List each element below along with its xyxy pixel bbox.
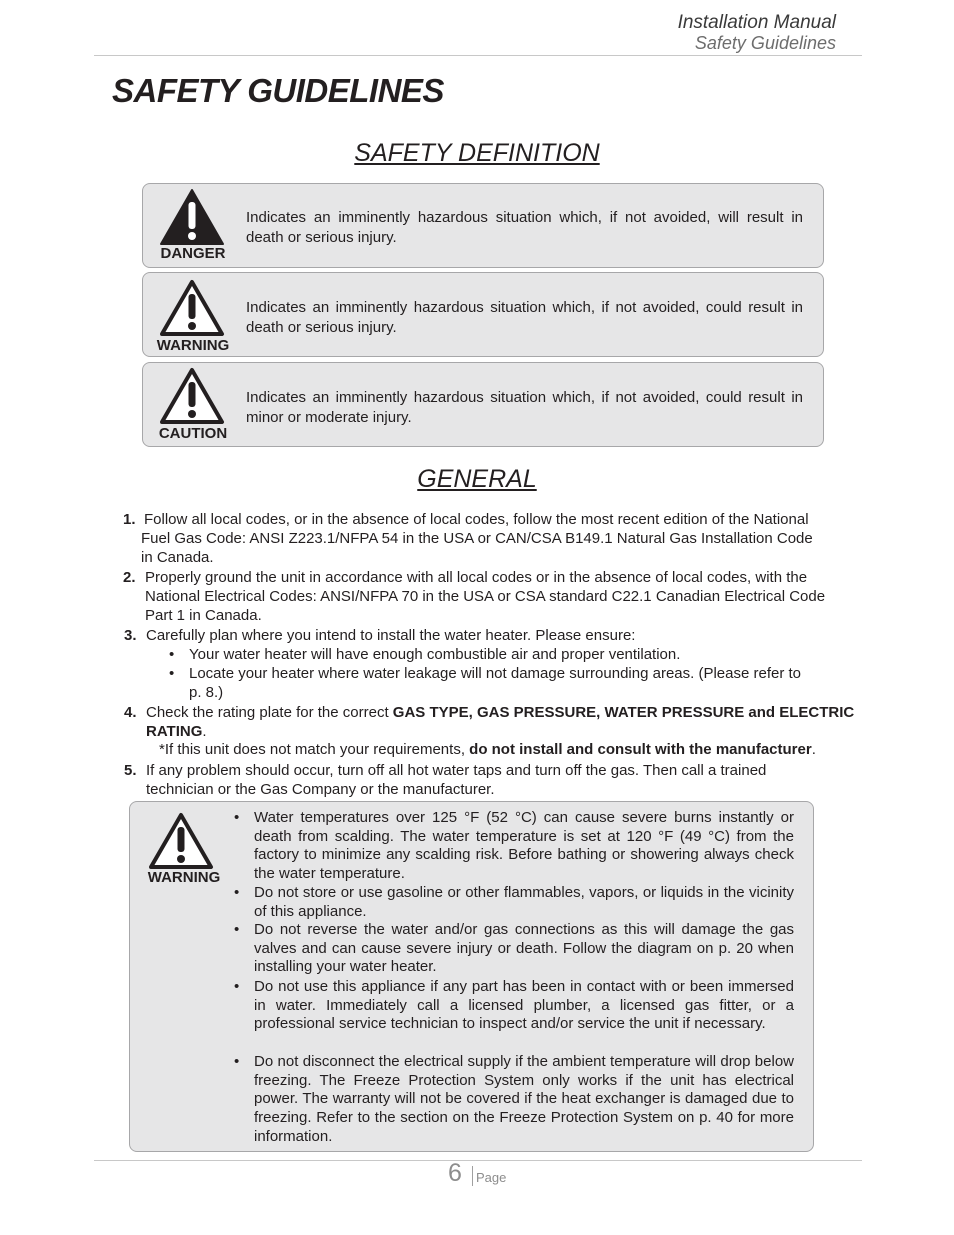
page-title: SAFETY GUIDELINES — [112, 72, 444, 109]
list-item-line: If any problem should occur, turn off all hot water taps and turn off the gas. Then call a trained — [146, 762, 767, 779]
list-item-number: 3. — [124, 627, 137, 644]
sub-bullet-line: p. 8.) — [189, 684, 224, 701]
warning-outline-triangle-icon — [148, 812, 214, 870]
list-item-line: Follow all local codes, or in the absence of local codes, follow the most recent edition of the National — [144, 511, 809, 528]
rating-check-text: Check the rating plate for the correct — [146, 704, 393, 721]
danger-description: Indicates an imminently hazardous situation which, if not avoided, will result in death or serious injury. — [246, 209, 803, 246]
rating-note-period: . — [811, 741, 816, 758]
warning-notice-box — [129, 801, 814, 1152]
bullet-dot-icon: • — [169, 646, 175, 663]
list-item-line: in Canada. — [141, 549, 214, 566]
general-heading: GENERAL — [417, 465, 537, 493]
list-item-line — [146, 703, 854, 722]
sub-bullet — [169, 664, 849, 702]
danger-label: DANGER — [160, 245, 226, 262]
page-separator — [472, 1166, 473, 1186]
warning-description: Indicates an imminently hazardous situation which, if not avoided, could result in death or serious injury. — [246, 299, 803, 336]
rating-note-bold: do not install and consult with the manufacturer — [469, 741, 812, 758]
list-item-line: technician or the Gas Company or the manufacturer. — [146, 781, 495, 798]
sub-bullet — [169, 645, 849, 664]
list-item-line: National Electrical Codes: ANSI/NFPA 70 in the USA or CSA standard C22.1 Canadian Electrical Code — [145, 588, 826, 605]
warning-bullet — [234, 1053, 794, 1147]
header-section-title: Safety Guidelines — [694, 33, 836, 53]
list-item-line: Properly ground the unit in accordance with all local codes or in the absence of local codes, with the — [145, 569, 808, 586]
list-item-line — [146, 722, 207, 741]
warning-bullet-text: Do not store or use gasoline or other flammables, vapors, or liquids in the vicinity of this appliance. — [254, 884, 794, 920]
list-item-number: 4. — [124, 704, 137, 721]
rating-check-bold-cont: RATING — [146, 723, 203, 740]
rating-check-bold: GAS TYPE, GAS PRESSURE, WATER PRESSURE and ELECTRIC — [392, 704, 855, 721]
warning-bullet-text: Do not disconnect the electrical supply if the ambient temperature will drop below freezing. The Freeze Protection System only works if the unit has electrical power. The warranty will not be covered if the heat exchanger is damaged due to freezing. Refer to the section on the Freeze Protection System on p. 40 for more information. — [254, 1053, 794, 1145]
header-divider — [94, 55, 862, 56]
caution-definition-box — [142, 362, 824, 447]
caution-label: CAUTION — [158, 425, 228, 442]
warning-bullet-text: Do not reverse the water and/or gas connections as this will damage the gas valves and can cause severe injury or death. Follow the diagram on p. 20 when installing your water heater. — [254, 921, 794, 976]
footer-divider — [94, 1160, 862, 1161]
bullet-dot-icon: • — [169, 665, 175, 682]
warning-bullet — [234, 884, 794, 921]
caution-outline-triangle-icon — [159, 367, 225, 425]
warning-bullet — [234, 978, 794, 1034]
list-item-number: 2. — [123, 569, 136, 586]
list-item-number: 5. — [124, 762, 137, 779]
warning-label: WARNING — [156, 337, 230, 354]
warning-bullet — [234, 809, 794, 884]
warning-definition-box — [142, 272, 824, 357]
sub-bullet-line: Locate your heater where water leakage will not damage surrounding areas. (Please refer to — [189, 665, 802, 682]
running-header — [678, 13, 836, 53]
warning-bullet-text: Do not use this appliance if any part has been in contact with or been immersed in water. Immediately call a licensed plumber, a licensed gas fitter, or a professional service technician to inspect and/or service the unit if necessary. — [254, 978, 794, 1033]
warning-notice-label: WARNING — [147, 869, 221, 886]
bullet-dot-icon: • — [234, 921, 240, 938]
caution-description: Indicates an imminently hazardous situation which, if not avoided, could result in minor or moderate injury. — [246, 389, 803, 426]
header-manual-title: Installation Manual — [677, 12, 836, 33]
page-number: 6 — [448, 1159, 462, 1187]
list-item-number: 1. — [123, 511, 136, 528]
list-item-line: Carefully plan where you intend to install the water heater. Please ensure: — [146, 627, 636, 644]
list-item-line: Fuel Gas Code: ANSI Z223.1/NFPA 54 in the USA or CAN/CSA B149.1 Natural Gas Installation Code — [141, 530, 813, 547]
warning-bullet-text: Water temperatures over 125 °F (52 °C) can cause severe burns instantly or death from scalding. The water temperature is set at 120 °F (49 °C) from the factory to minimize any scalding risk. Before bathing or showering always check the water temperature. — [254, 809, 794, 883]
warning-bullet — [234, 921, 794, 977]
bullet-dot-icon: • — [234, 1053, 240, 1070]
page-word: Page — [476, 1170, 507, 1185]
safety-definition-heading: SAFETY DEFINITION — [354, 139, 600, 167]
rating-check-period: . — [202, 723, 207, 740]
list-item-line: Part 1 in Canada. — [145, 607, 262, 624]
rating-note — [159, 740, 816, 759]
bullet-dot-icon: • — [234, 884, 240, 901]
danger-solid-triangle-icon — [159, 188, 225, 246]
sub-bullet-line: Your water heater will have enough combustible air and proper ventilation. — [189, 646, 681, 663]
warning-outline-triangle-icon — [159, 279, 225, 337]
bullet-dot-icon: • — [234, 978, 240, 995]
danger-definition-box — [142, 183, 824, 268]
bullet-dot-icon: • — [234, 809, 240, 826]
rating-note-text: *If this unit does not match your requirements, — [159, 741, 470, 758]
